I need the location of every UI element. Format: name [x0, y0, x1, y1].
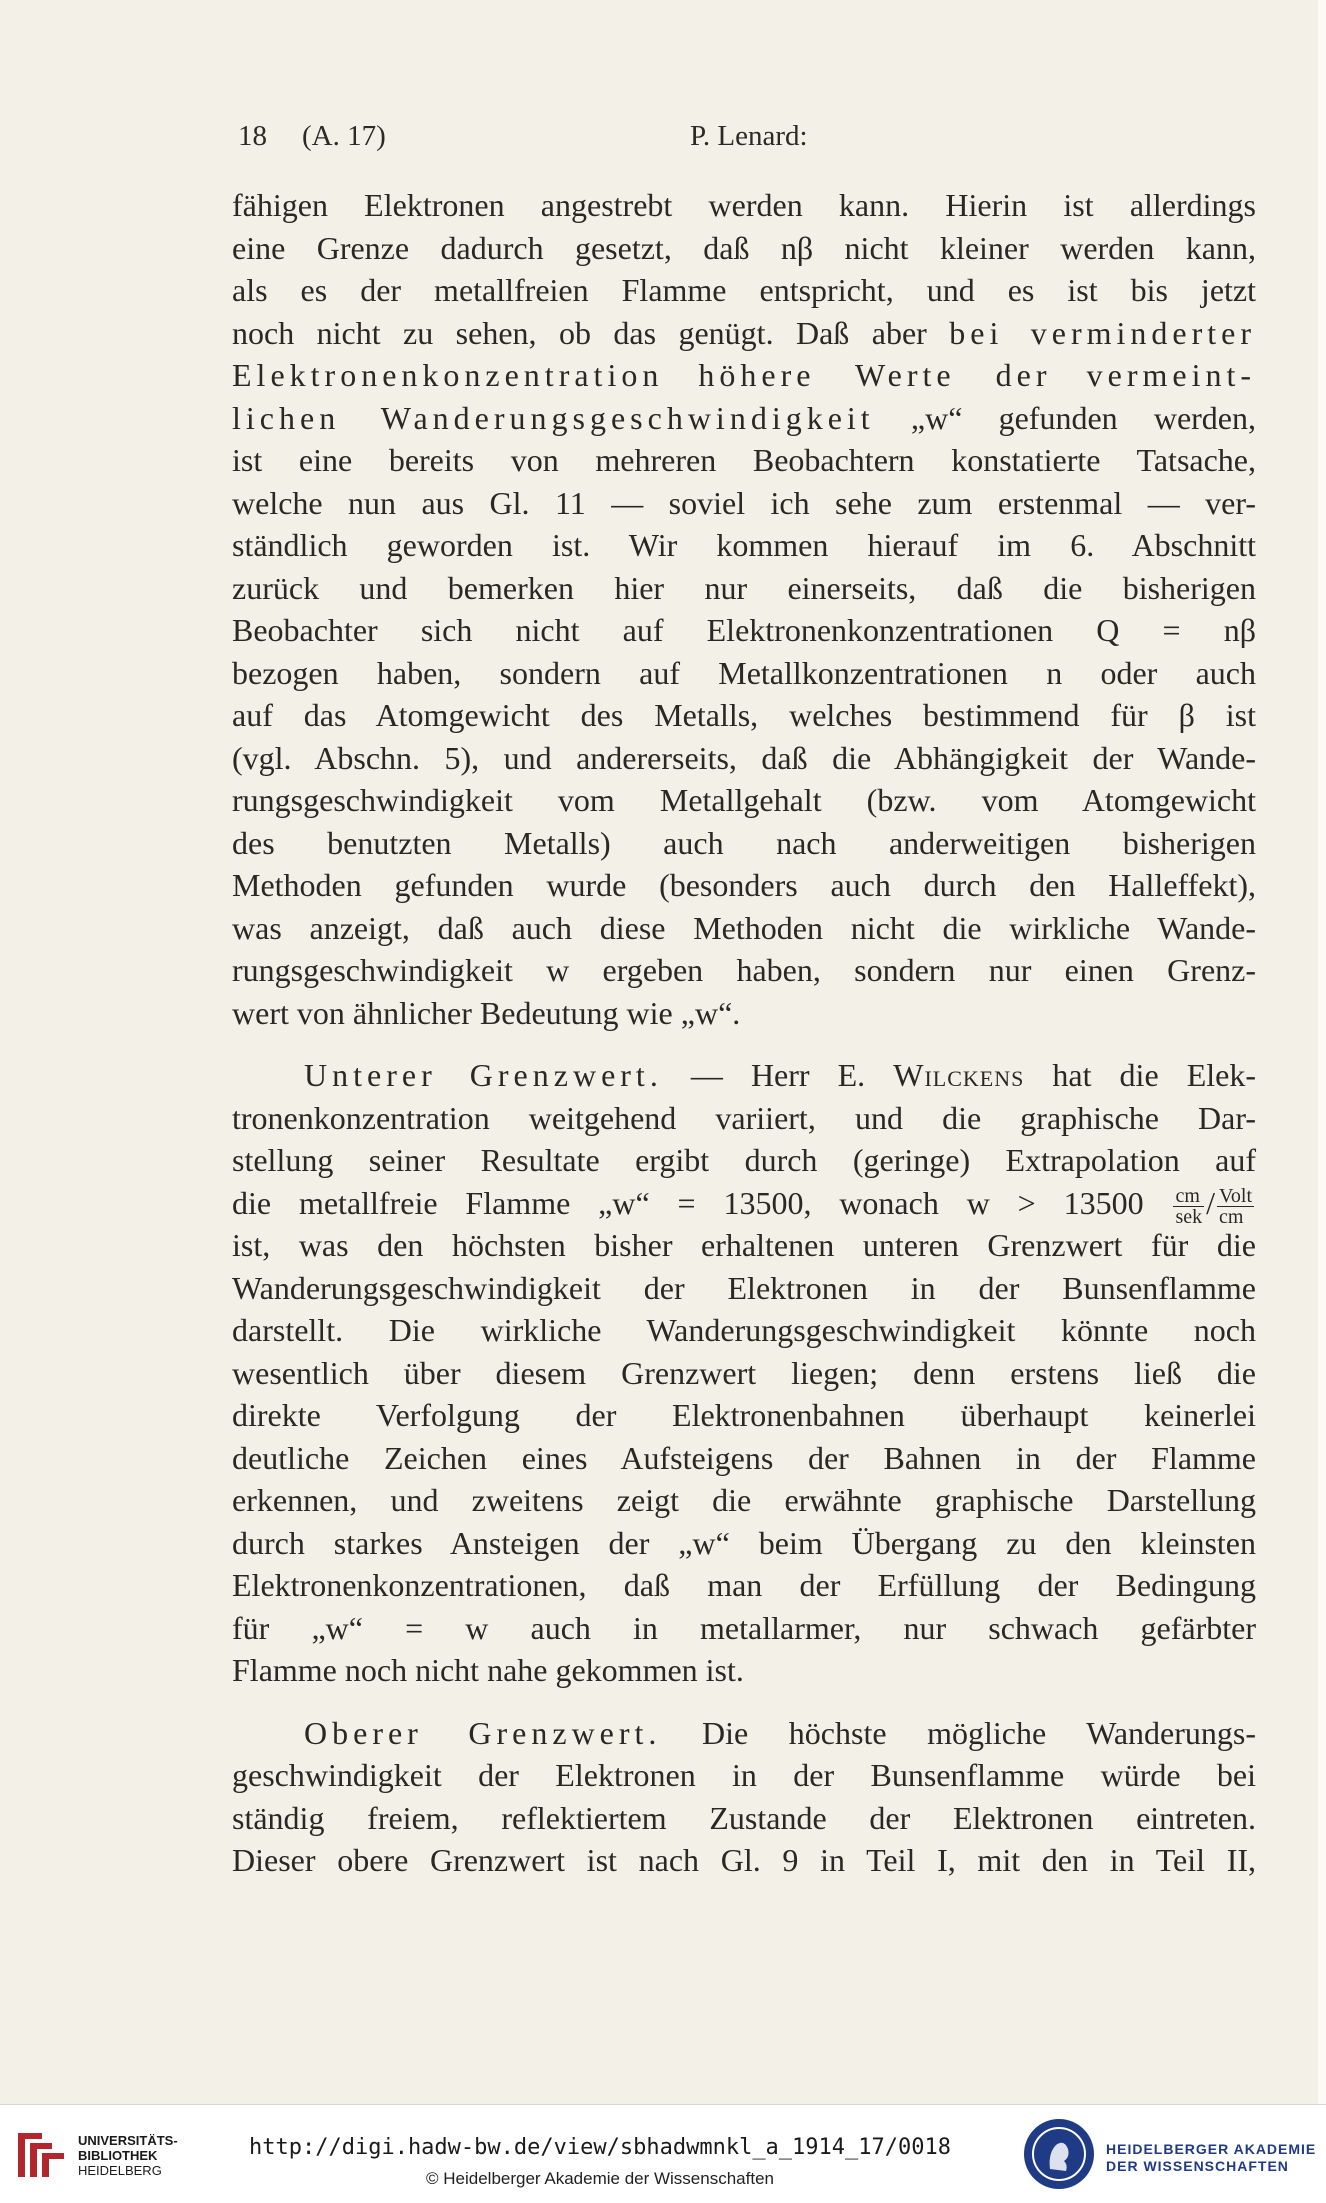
- text-line: rungsgeschwindigkeit vom Metallgehalt (bzw. vom Atomgewicht: [232, 782, 1256, 818]
- text-line: fähigen Elektronen angestrebt werden kann. Hierin ist allerdings: [232, 187, 1256, 223]
- text-line: Flamme noch nicht nahe gekommen ist.: [232, 1652, 744, 1688]
- text-line: noch nicht zu sehen, ob das genügt. Daß aber bei verminderter: [232, 314, 1257, 351]
- text-line: welche nun aus Gl. 11 — soviel ich sehe zum erstenmal — ver-: [232, 484, 1256, 521]
- article-reference: (A. 17): [302, 120, 386, 152]
- library-name: UNIVERSITÄTS- BIBLIOTHEK HEIDELBERG: [78, 2133, 178, 2178]
- text-line: direkte Verfolgung der Elektronenbahnen überhaupt keinerlei: [232, 1397, 1256, 1433]
- text-line: Unterer Grenzwert. — Herr E. Wilckens hat die Elek-: [304, 1057, 1256, 1093]
- spaced-emphasis: vermeint-: [1086, 357, 1257, 393]
- text-line: ständlich geworden ist. Wir kommen hierauf im 6. Abschnitt: [232, 527, 1256, 563]
- unit-fraction-cm-sek: $\frac{cm}{\text{sek}}$: [1175, 1184, 1203, 1228]
- text-line: wesentlich über diesem Grenzwert liegen; denn erstens ließ die: [232, 1354, 1256, 1391]
- academy-name: HEIDELBERGER AKADEMIE DER WISSENSCHAFTEN: [1106, 2141, 1317, 2174]
- text-line: als es der metallfreien Flamme entspricht, und es ist bis jetzt: [232, 272, 1256, 308]
- academy-seal-icon: [1024, 2119, 1094, 2189]
- text-line: für „w“ = w auch in metallarmer, nur schwach gefärbter: [232, 1609, 1256, 1646]
- text-line: was anzeigt, daß auch diese Methoden nicht die wirkliche Wande-: [232, 909, 1256, 946]
- text-line: Wanderungsgeschwindigkeit der Elektronen in der Bunsenflamme: [232, 1269, 1256, 1306]
- permalink[interactable]: http://digi.hadw-bw.de/view/sbhadwmnkl_a_1914_17/0018: [249, 2135, 951, 2160]
- text-line: die metallfreie Flamme „w“ = 13500, wonach w > 13500 $\frac{cm}{\text{sek}}$ / $\frac{\text{Volt}}{cm}$: [232, 1184, 1253, 1228]
- text-line: durch starkes Ansteigen der „w“ beim Übergang zu den kleinsten: [232, 1524, 1256, 1561]
- text-line: Dieser obere Grenzwert ist nach Gl. 9 in Teil I, mit den in Teil II,: [232, 1842, 1256, 1878]
- text-line: deutliche Zeichen eines Aufsteigens der Bahnen in der Flamme: [232, 1439, 1256, 1476]
- text-line: (vgl. Abschn. 5), und andererseits, daß die Abhängigkeit der Wande-: [232, 739, 1256, 776]
- spaced-emphasis: bei verminderter: [949, 314, 1257, 351]
- unit-fraction-volt-cm: $\frac{\text{Volt}}{cm}$: [1219, 1184, 1253, 1228]
- cited-author: Wilckens: [893, 1057, 1025, 1093]
- text-line: bezogen haben, sondern auf Metallkonzentrationen n oder auch: [232, 654, 1256, 691]
- text-line: Elektronenkonzentrationen, daß man der Erfüllung der Bedingung: [232, 1567, 1256, 1603]
- text-line: erkennen, und zweitens zeigt die erwähnte graphische Darstellung: [232, 1482, 1256, 1518]
- text-line: geschwindigkeit der Elektronen in der Bunsenflamme würde bei: [232, 1757, 1256, 1793]
- text-line: lichen Wanderungsgeschwindigkeit „w“ gefunden werden,: [232, 399, 1256, 436]
- library-logo-icon: [12, 2125, 72, 2185]
- body-text: [232, 184, 1256, 1882]
- text-line: Beobachter sich nicht auf Elektronenkonzentrationen Q = nβ: [232, 612, 1256, 648]
- text-line: auf das Atomgewicht des Metalls, welches bestimmend für β ist: [232, 697, 1256, 733]
- page-number: 18: [238, 120, 267, 152]
- text-line: zurück und bemerken hier nur einerseits, daß die bisherigen: [232, 569, 1256, 606]
- running-header: [238, 120, 1258, 160]
- digitization-footer: [0, 2104, 1326, 2203]
- text-line: rungsgeschwindigkeit w ergeben haben, sondern nur einen Grenz-: [232, 952, 1256, 988]
- text-line: ist eine bereits von mehreren Beobachtern konstatierte Tatsache,: [232, 442, 1256, 478]
- section-heading: Unterer Grenzwert.: [304, 1057, 663, 1093]
- text-line: ist, was den höchsten bisher erhaltenen unteren Grenzwert für die: [232, 1227, 1256, 1263]
- copyright-notice: © Heidelberger Akademie der Wissenschaften: [426, 2169, 774, 2188]
- text-line: Methoden gefunden wurde (besonders auch durch den Halleffekt),: [232, 867, 1256, 903]
- text-line: tronenkonzentration weitgehend variiert, und die graphische Dar-: [232, 1099, 1256, 1136]
- text-line: Oberer Grenzwert. Die höchste mögliche Wanderungs-: [304, 1714, 1257, 1751]
- text-line: wert von ähnlicher Bedeutung wie „w“.: [232, 994, 741, 1031]
- spaced-emphasis: lichen Wanderungsgeschwindigkeit: [232, 399, 875, 436]
- text-line: darstellt. Die wirkliche Wanderungsgeschwindigkeit könnte noch: [232, 1312, 1256, 1348]
- text-line: eine Grenze dadurch gesetzt, daß nβ nicht kleiner werden kann,: [232, 229, 1256, 266]
- text-line: ständig freiem, reflektiertem Zustande der Elektronen eintreten.: [232, 1799, 1256, 1836]
- text-line: stellung seiner Resultate ergibt durch (geringe) Extrapolation auf: [232, 1142, 1256, 1178]
- section-heading: Oberer Grenzwert.: [304, 1714, 662, 1751]
- running-author: P. Lenard:: [690, 120, 808, 152]
- page-edge: [1318, 0, 1326, 2104]
- spaced-emphasis: Elektronenkonzentration: [232, 357, 664, 393]
- text-line: des benutzten Metalls) auch nach anderweitigen bisherigen: [232, 824, 1256, 861]
- text-line: Elektronenkonzentration höhere Werte der vermeint-: [232, 357, 1257, 393]
